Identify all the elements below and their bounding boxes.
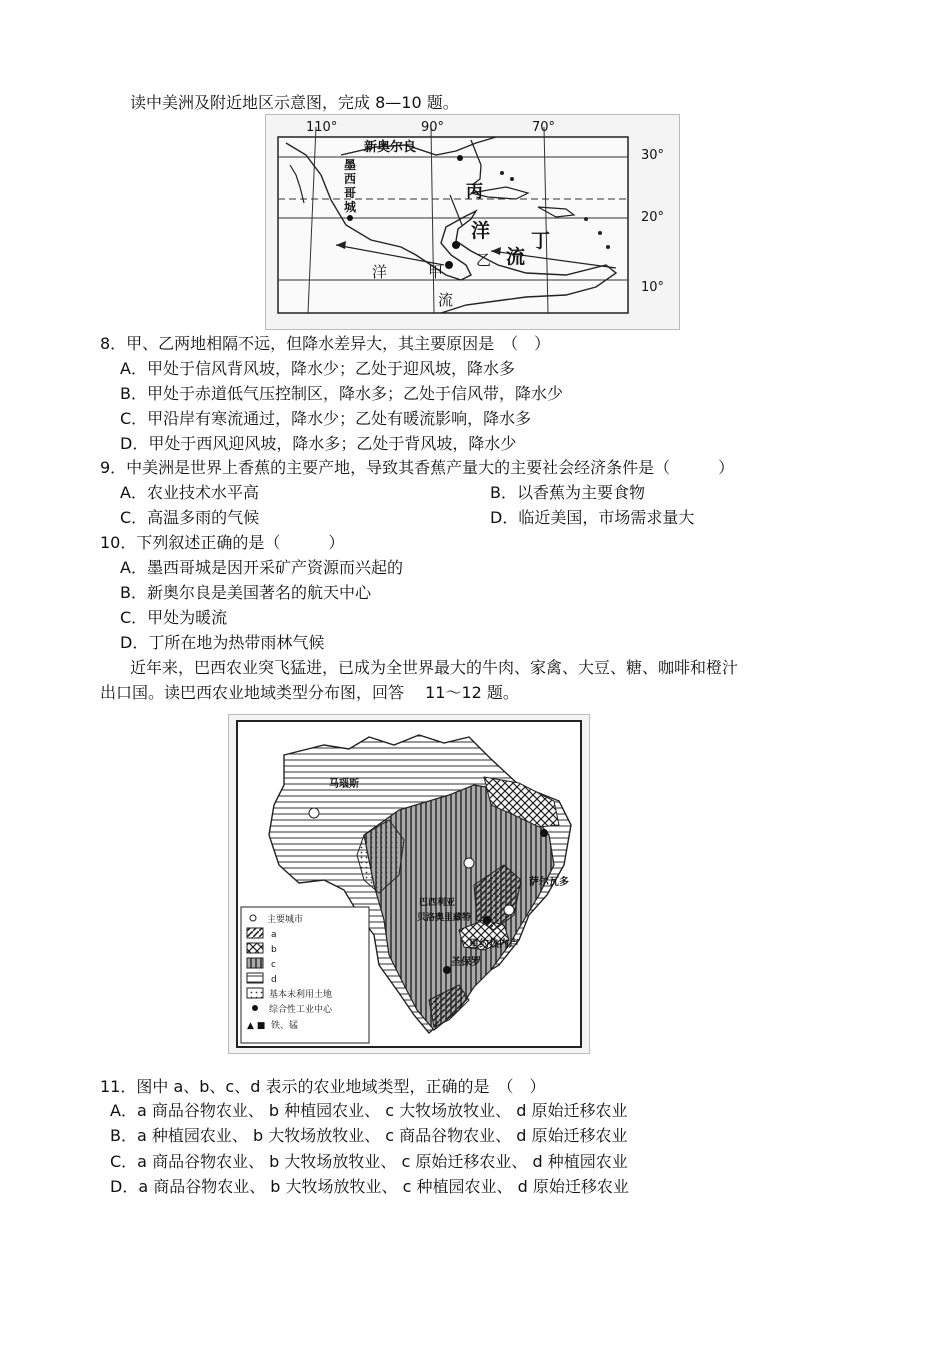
current-label: 流 (438, 291, 454, 309)
intro-11-12-line1: 近年来，巴西农业突飞猛进，已成为全世界最大的牛肉、家禽、大豆、糖、咖啡和橙汁 (130, 658, 739, 677)
legend-a: a (271, 930, 277, 940)
city-manaus: 马瑙斯 (329, 779, 359, 790)
legend-industrial-center: 综合性工业中心 (269, 1005, 333, 1015)
q9-option-b: B．以香蕉为主要食物 (490, 483, 645, 502)
q10-option-c: C．甲处为暖流 (120, 608, 228, 627)
central-america-map (265, 114, 680, 330)
q10-stem: 10．下列叙述正确的是（ ） (100, 533, 345, 552)
intro-8-10: 读中美洲及附近地区示意图，完成 8—10 题。 (130, 93, 459, 112)
lat-label: 10° (641, 280, 665, 295)
q8-option-a: A．甲处于信风背风坡，降水少；乙处于迎风坡，降水多 (120, 359, 515, 378)
lat-label: 30° (641, 148, 665, 163)
q9-option-d: D．临近美国，市场需求量大 (490, 508, 695, 527)
city-rio: 里约热内卢 (469, 939, 519, 950)
q11-option-b: B．a 种植园农业、 b 大牧场放牧业、 c 商品谷物农业、 d 原始迁移农业 (110, 1126, 628, 1145)
legend-iron-manganese-symbol: ▲ ■ (247, 1021, 266, 1031)
place-mexico-city-char: 西 (344, 172, 357, 186)
q8-option-b: B．甲处于赤道低气压控制区，降水多；乙处于信风带，降水少 (120, 384, 563, 403)
q8-option-c: C．甲沿岸有寒流通过，降水少；乙处有暖流影响，降水多 (120, 409, 532, 428)
current-label: 洋 (372, 263, 388, 281)
current-label: 洋 (471, 220, 491, 242)
place-ding: 丁 (531, 230, 551, 252)
q11-option-c: C．a 商品谷物农业、 b 大牧场放牧业、 c 原始迁移农业、 d 种植园农业 (110, 1152, 628, 1171)
city-salvador: 萨尔瓦多 (529, 877, 569, 888)
legend-unused-land: 基本未利用土地 (269, 990, 333, 1000)
legend-city: 主要城市 (267, 915, 304, 925)
legend-d: d (271, 975, 277, 985)
place-mexico-city-char: 墨 (344, 158, 357, 172)
legend-c: c (271, 960, 276, 970)
lon-label: 70° (532, 120, 556, 135)
brazil-agriculture-map (228, 714, 590, 1054)
q9-option-a: A．农业技术水平高 (120, 483, 259, 502)
city-sao-paulo: 圣保罗 (451, 957, 481, 968)
q10-option-d: D．丁所在地为热带雨林气候 (120, 633, 325, 652)
q11-option-a: A．a 商品谷物农业、 b 种植园农业、 c 大牧场放牧业、 d 原始迁移农业 (110, 1101, 628, 1120)
place-yi: 乙 (476, 251, 492, 269)
q9-option-c: C．高温多雨的气候 (120, 508, 260, 527)
q8-option-d: D．甲处于西风迎风坡，降水多；乙处于背风坡，降水少 (120, 434, 517, 453)
q9-stem: 9．中美洲是世界上香蕉的主要产地，导致其香蕉产量大的主要社会经济条件是（ ） (100, 458, 735, 477)
legend-b: b (271, 945, 277, 955)
q11-stem: 11．图中 a、b、c、d 表示的农业地域类型，正确的是 （ ） (100, 1077, 546, 1096)
city-belo-horizonte: 贝洛奥里藏特 (417, 913, 472, 923)
brazil-agriculture-map-drawing (229, 715, 589, 1053)
current-label: 流 (506, 246, 526, 268)
intro-11-12-line2: 出口国。读巴西农业地域类型分布图，回答 11～12 题。 (100, 683, 519, 702)
q10-option-a: A．墨西哥城是因开采矿产资源而兴起的 (120, 558, 403, 577)
lon-label: 90° (421, 120, 445, 135)
q10-option-b: B．新奥尔良是美国著名的航天中心 (120, 583, 371, 602)
lat-label: 20° (641, 210, 665, 225)
q11-option-d: D．a 商品谷物农业、 b 大牧场放牧业、 c 种植园农业、 d 原始迁移农业 (110, 1177, 629, 1196)
lon-label: 110° (306, 120, 338, 135)
central-america-map-drawing (266, 115, 679, 329)
q8-stem: 8．甲、乙两地相隔不远，但降水差异大，其主要原因是 （ ） (100, 334, 551, 353)
legend-iron-manganese: 铁、锰 (271, 1021, 299, 1031)
city-brasilia: 巴西利亚 (419, 898, 456, 908)
place-jia: 甲 (428, 263, 444, 281)
place-new-orleans: 新奥尔良 (364, 140, 417, 155)
place-bing: 丙 (466, 182, 483, 202)
place-mexico-city-char: 哥 (344, 186, 357, 200)
place-mexico-city-char: 城 (344, 200, 357, 214)
